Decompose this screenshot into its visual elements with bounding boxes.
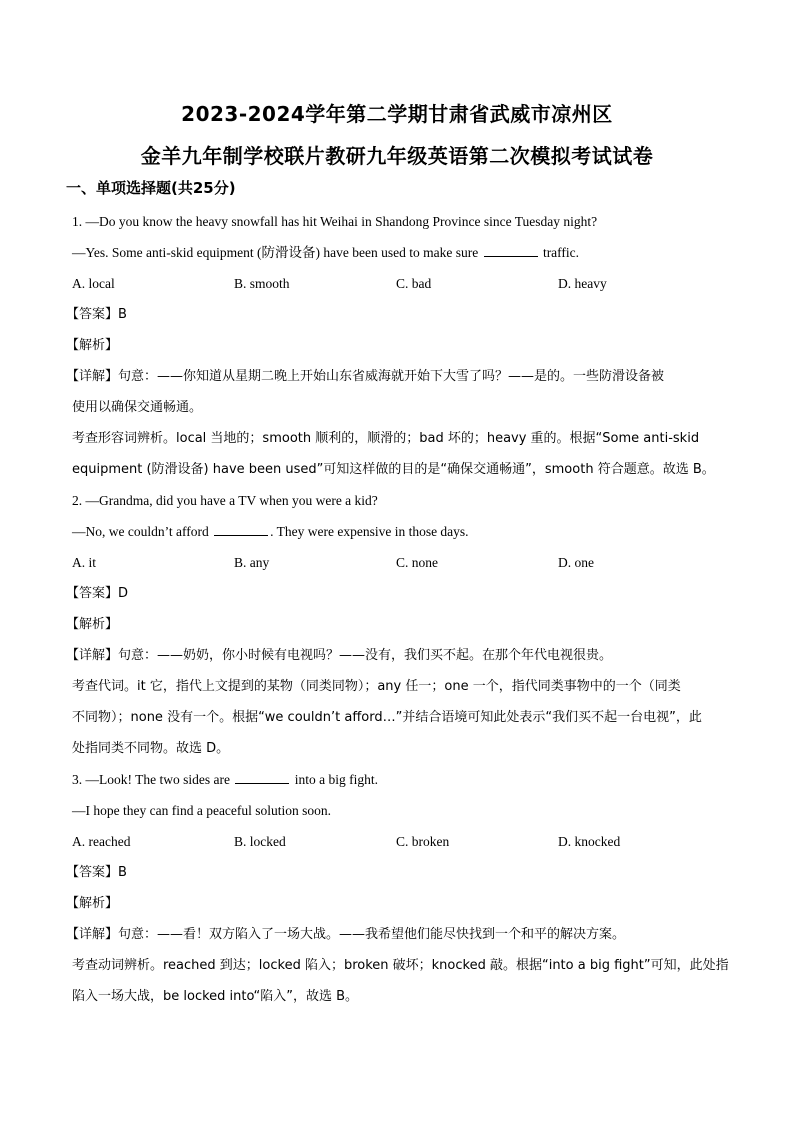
q3-stem-before: 3. —Look! The two sides are xyxy=(72,772,230,787)
q1-reply xyxy=(72,237,722,268)
q2-option-d: D. one xyxy=(558,555,594,570)
question-1 xyxy=(66,206,722,485)
q1-answer: 【答案】B xyxy=(66,307,127,322)
q3-option-d: D. knocked xyxy=(558,834,621,849)
q3-detail-line3: 陷入一场大战，be locked into“陷入”，故选 B。 xyxy=(72,989,359,1004)
q2-stem: 2. —Grandma, did you have a TV when you were a kid? xyxy=(72,493,378,508)
q3-stem-after: into a big fight. xyxy=(294,772,378,787)
q2-reply xyxy=(72,516,722,547)
q2-detail-line3: 不同物）；none 没有一个。根据“we couldn’t afford…”并结合语境可知此处表示“我们买不起一台电视”，此 xyxy=(72,710,702,725)
q2-reply-after: . They were expensive in those days. xyxy=(270,524,469,539)
q1-reply-after: traffic. xyxy=(542,245,580,260)
q3-analysis-tag: 【解析】 xyxy=(66,896,119,911)
q1-option-b: B. smooth xyxy=(234,276,290,291)
q2-analysis-tag: 【解析】 xyxy=(66,617,119,632)
question-2 xyxy=(66,485,722,764)
q3-options xyxy=(72,826,722,857)
q3-reply: —I hope they can find a peaceful solution soon. xyxy=(72,803,332,818)
document-title-line1: 2023-2024学年第二学期甘肃省武威市凉州区 xyxy=(181,102,613,126)
q1-analysis-tag: 【解析】 xyxy=(66,338,119,353)
q1-detail-line1: 【详解】句意：——你知道从星期二晚上开始山东省威海就开始下大雪了吗？——是的。一些防滑设备被 xyxy=(66,369,665,384)
q3-stem xyxy=(72,764,722,795)
q1-option-a: A. local xyxy=(72,276,115,291)
q3-option-a: A. reached xyxy=(72,834,131,849)
q2-answer: 【答案】D xyxy=(66,586,129,601)
q1-option-d: D. heavy xyxy=(558,276,607,291)
section-heading: 一、单项选择题(共25分) xyxy=(66,179,236,197)
q3-detail-line2: 考查动词辨析。reached 到达；locked 陷入；broken 破坏；knocked 敲。根据“into a big fight”可知，此处指 xyxy=(72,958,729,973)
document-title-line2: 金羊九年制学校联片教研九年级英语第二次模拟考试试卷 xyxy=(140,144,654,168)
q3-detail-line1: 【详解】句意：——看！双方陷入了一场大战。——我希望他们能尽快找到一个和平的解决方案。 xyxy=(66,927,626,942)
q1-detail-line3: 考查形容词辨析。local 当地的；smooth 顺利的，顺滑的；bad 坏的；heavy 重的。根据“Some anti-skid xyxy=(72,431,700,446)
q2-detail-line1: 【详解】句意：——奶奶，你小时候有电视吗？——没有，我们买不起。在那个年代电视很贵。 xyxy=(66,648,613,663)
q1-detail-line4: equipment (防滑设备) have been used”可知这样做的目的是“确保交通畅通”，smooth 符合题意。故选 B。 xyxy=(72,462,715,477)
q1-options xyxy=(72,268,722,299)
q2-option-b: B. any xyxy=(234,555,270,570)
q2-option-a: A. it xyxy=(72,555,97,570)
q2-option-c: C. none xyxy=(396,555,438,570)
q3-option-b: B. locked xyxy=(234,834,286,849)
q2-options xyxy=(72,547,722,578)
q3-answer: 【答案】B xyxy=(66,865,127,880)
question-3 xyxy=(66,764,729,1012)
q2-detail-line2: 考查代词。it 它，指代上文提到的某物（同类同物）；any 任一；one 一个，指代同类事物中的一个（同类 xyxy=(72,679,681,694)
q3-option-c: C. broken xyxy=(396,834,450,849)
q1-option-c: C. bad xyxy=(396,276,432,291)
q1-reply-before: —Yes. Some anti-skid equipment (防滑设备) have been used to make sure xyxy=(72,245,479,260)
q2-reply-before: —No, we couldn’t afford xyxy=(72,524,209,539)
q1-stem: 1. —Do you know the heavy snowfall has hit Weihai in Shandong Province since Tuesday night? xyxy=(72,214,598,229)
q1-blank xyxy=(484,244,538,257)
q3-blank xyxy=(235,771,289,784)
q2-detail-line4: 处指同类不同物。故选 D。 xyxy=(72,741,230,756)
q2-blank xyxy=(214,523,268,536)
q1-detail-line2: 使用以确保交通畅通。 xyxy=(72,400,203,415)
